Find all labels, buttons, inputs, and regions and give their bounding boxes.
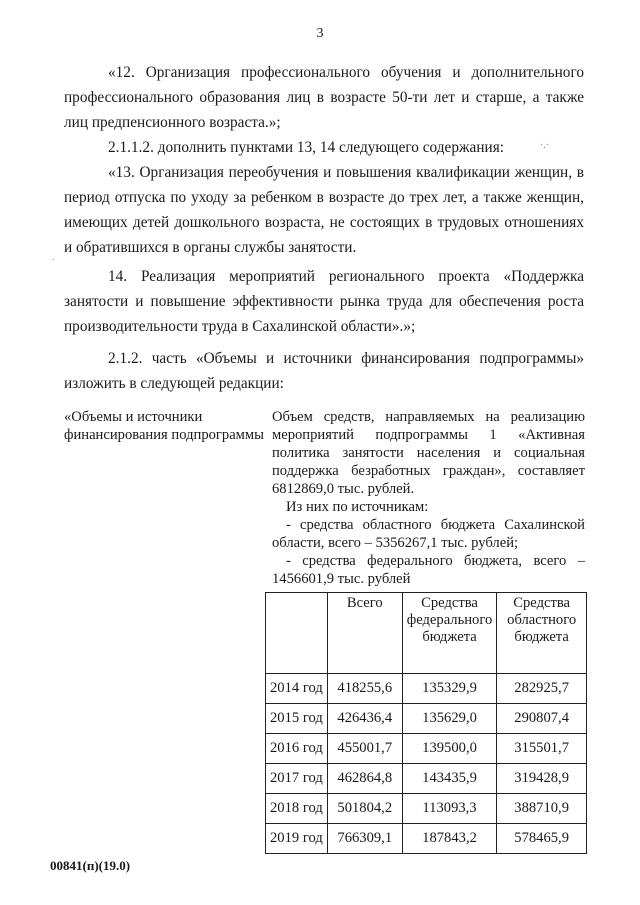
table-cell: 113093,3: [402, 794, 497, 824]
section-label: «Объемы и источники финансирования подпрограммы: [64, 409, 264, 443]
table-cell: 139500,0: [402, 734, 497, 764]
table-row: [266, 824, 587, 854]
table-cell-year: 2018 год: [266, 794, 328, 824]
page-number: 3: [316, 26, 324, 41]
paragraph-amendment-2-1-2: 2.1.2. часть «Объемы и источники финансирования подпрограммы» изложить в следующей редакции:: [64, 350, 584, 392]
table-row: [266, 704, 587, 734]
table-cell-year: 2014 год: [266, 674, 328, 704]
table-cell: 282925,7: [497, 674, 587, 704]
table-cell-year: 2019 год: [266, 824, 328, 854]
paragraph-item-12: «12. Организация профессионального обучения и дополнительного профессионального образования лиц в возрасте 50-ти лет и старше, а также лиц предпенсионного возраста.»;: [64, 64, 584, 131]
document-footer-code: 00841(п)(19.0): [50, 858, 131, 873]
funding-table: [265, 592, 587, 854]
table-cell: 501804,2: [327, 794, 402, 824]
table-cell: 578465,9: [497, 824, 587, 854]
table-cell: 315501,7: [497, 734, 587, 764]
table-cell: 766309,1: [327, 824, 402, 854]
table-header-cell: Средства федерального бюджета: [402, 593, 497, 674]
funding-regional-text: - средства областного бюджета Сахалинской области, всего – 5356267,1 тыс. рублей;: [272, 517, 585, 551]
table-header-cell: Средства областного бюджета: [497, 593, 587, 674]
scan-speck: ·.·: [540, 140, 550, 151]
funding-federal-text: - средства федерального бюджета, всего – 1456601,9 тыс. рублей: [272, 553, 585, 587]
funding-sources-heading: Из них по источникам:: [286, 499, 429, 515]
section-body: [272, 408, 585, 588]
funding-total-text: Объем средств, направляемых на реализацию мероприятий подпрограммы 1 «Активная политика занятости населения и социальная поддержка безработных граждан», составляет 6812869,0 тыс. рублей.: [272, 409, 585, 497]
table-row: [266, 794, 587, 824]
table-header-cell: Всего: [327, 593, 402, 674]
table-cell: 143435,9: [402, 764, 497, 794]
scan-speck: .: [52, 252, 55, 263]
table-cell: 418255,6: [327, 674, 402, 704]
table-cell-year: 2015 год: [266, 704, 328, 734]
paragraph-amendment-2-1-1-2: 2.1.1.2. дополнить пунктами 13, 14 следующего содержания:: [108, 139, 504, 156]
table-cell: 135329,9: [402, 674, 497, 704]
table-cell: 426436,4: [327, 704, 402, 734]
table-cell: 388710,9: [497, 794, 587, 824]
table-row: [266, 674, 587, 704]
table-cell: 290807,4: [497, 704, 587, 734]
table-cell: 462864,8: [327, 764, 402, 794]
paragraph-item-14: 14. Реализация мероприятий регионального проекта «Поддержка занятости и повышение эффективности рынка труда для обеспечения роста производительности труда в Сахалинской области».»;: [64, 268, 584, 335]
table-cell-year: 2016 год: [266, 734, 328, 764]
table-cell: 455001,7: [327, 734, 402, 764]
table-header-row: [266, 593, 587, 674]
paragraph-item-13: «13. Организация переобучения и повышения квалификации женщин, в период отпуска по уходу за ребенком в возрасте до трех лет, а также женщин, имеющих детей дошкольного возраста, не состоящих в трудовых отношениях и обратившихся в органы службы занятости.: [64, 164, 584, 256]
table-cell: 135629,0: [402, 704, 497, 734]
table-header-cell: [266, 593, 328, 674]
table-cell: 187843,2: [402, 824, 497, 854]
table-row: [266, 734, 587, 764]
table-row: [266, 764, 587, 794]
table-cell-year: 2017 год: [266, 764, 328, 794]
table-cell: 319428,9: [497, 764, 587, 794]
